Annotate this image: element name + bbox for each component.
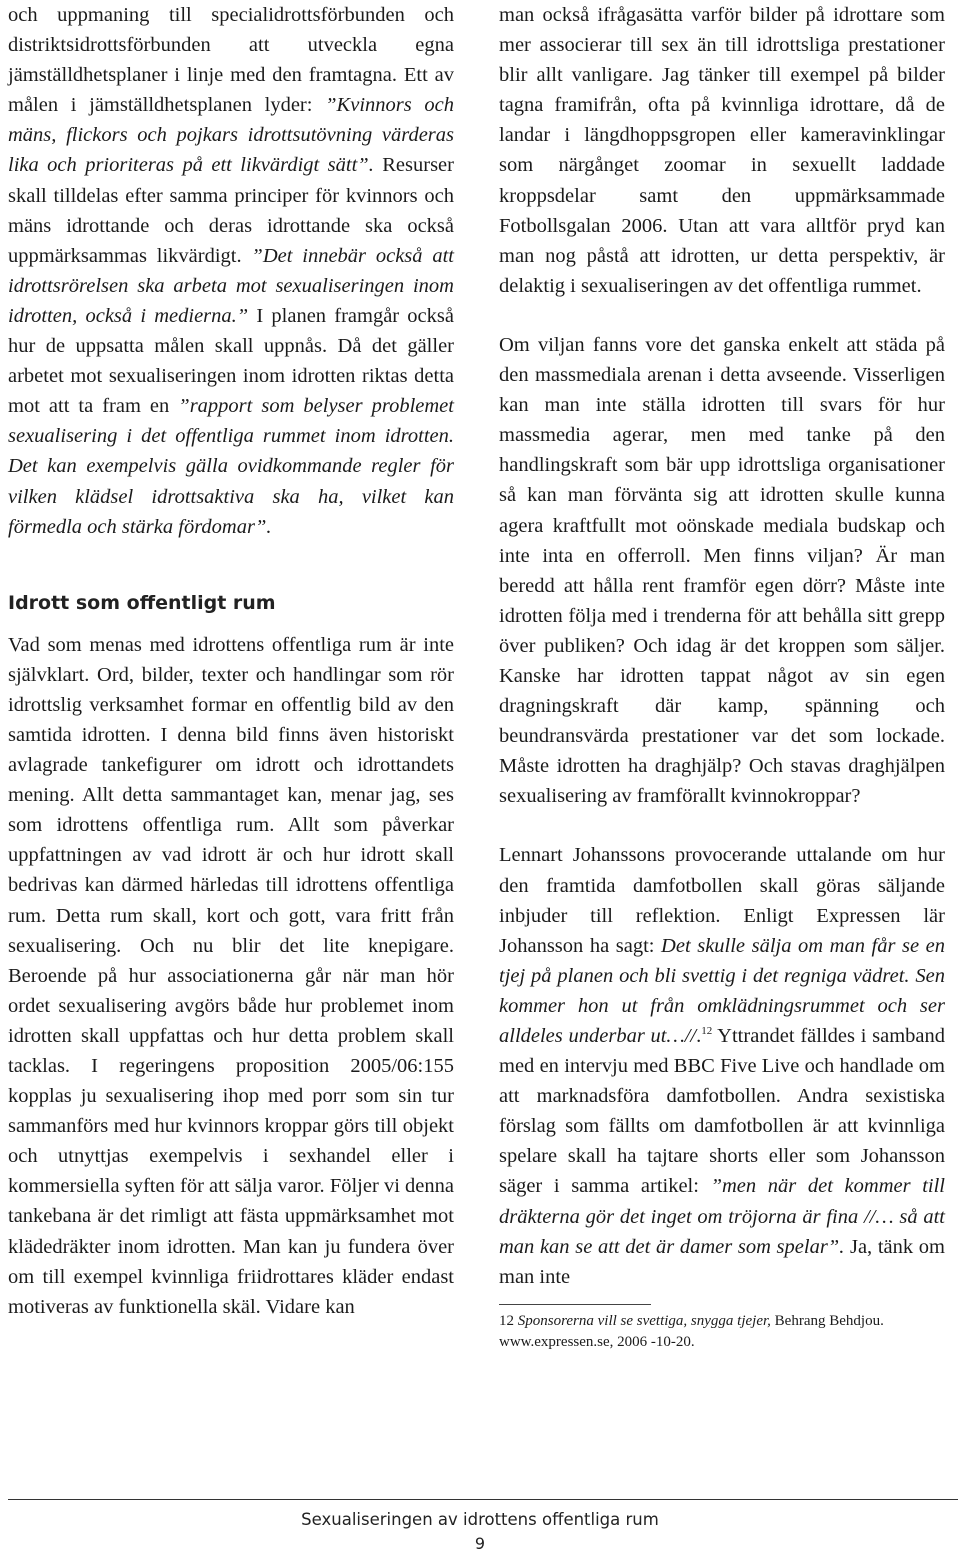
- page-number: 9: [474, 1534, 486, 1553]
- text-run: 12: [499, 1312, 518, 1329]
- italic-text: Det kan exempelvis gälla ovidkommande regler för vilken klädsel idrottsaktiva ska ha, vilket kan förmedla och stärka fördomar”.: [8, 455, 454, 538]
- footnote: [499, 1311, 945, 1353]
- footnote-ref: 12: [701, 1025, 713, 1038]
- text-run: Yttrandet fälldes i samband med en intervju med BBC Five Live och handlade om att marknadsföra damfotbollen. Andra sexistiska förslag som fällts om damfotbollen är att kvinnliga spelare skall ha tajtare shorts eller som Johansson säger i samma artikel:: [499, 1025, 945, 1198]
- section-heading: Idrott som offentligt rum: [8, 591, 276, 614]
- left-column: [8, 0, 454, 1322]
- text-run: Ja, tänk om man inte: [499, 1235, 945, 1288]
- right-column: [499, 0, 945, 1353]
- text-run: Resurser skall tilldelas efter samma principer för kvinnors och mäns idrottande och deras idrottande ska också uppmärksammas likvärdigt.: [8, 154, 454, 267]
- text-run: och uppmaning till specialidrottsförbunden och distriktsidrottsförbunden att utveckla egna jämställdhetsplaner i linje med den framtagna. Ett av målen i jämställdhetsplanen lyder:: [8, 4, 454, 117]
- text-run: .: [696, 1025, 702, 1047]
- footer-divider: [8, 1499, 958, 1500]
- right-paragraph-1: man också ifrågasätta varför bilder på idrottare som mer associerar till sex än till idrottsliga prestationer blir allt vanligare. Jag tänker till exempel på bilder tagna framifrån, ofta på kvinnliga idrottare, då de landar i längdhoppsgropen eller kameravinklingar som närgånget zoomar in sexuellt laddade kroppsdelar samt den uppmärksammade Fotbollsgalan 2006. Utan att vara alltför pryd kan man nog påstå att idrotten, ur detta perspektiv, är delaktig i sexualiseringen av det offentliga rummet.: [499, 4, 945, 297]
- left-paragraph-2: Vad som menas med idrottens offentliga rum är inte självklart. Ord, bilder, texter och handlingar som rör idrottslig verksamhet formar en offentlig bild av den samtida idrotten. I denna bild finns även historiskt avlagrade tankefigurer om idrott och idrottandets mening. Allt detta sammantaget kan, menar jag, ses som idrottens offentliga rum. Allt som påverkar uppfattningen av vad idrott är och hur idrott skall bedrivas kan därmed härledas till idrottens offentliga rum. Detta rum skall, kort och gott, vara fritt från sexualisering. Och nu blir det lite knepigare. Beroende på hur associationerna går när man hör ordet sexualisering avgörs både hur problemet inom idrotten skall uppfattas och hur detta problem skall tacklas. I regeringens proposition 2005/06:155 kopplas ju sexualisering ihop med porr som sin tur sammanförs med hur kvinnors kroppar görs till objekt och utnyttjas exempelvis i sexhandel eller i kommersiella syften för att sälja varor. Följer vi denna tankebana är det rimligt att fästa uppmärksamhet mot klädedräkter inom idrotten. Man kan ju fundera över om till exempel kvinnliga friidrottares kläder endast motiveras av funktionella skäl. Vidare kan: [8, 633, 454, 1318]
- italic-text: Det skulle sälja om man får se en tjej på planen och bli svettig i det regniga vädret. Sen kommer hon ut från omklädningsrummet och ser alldeles underbar ut…//: [499, 934, 945, 1047]
- italic-text: ”men när det kommer till dräkterna gör det inget om tröjorna är fina //… så att man kan se att det är damer som spelar”.: [499, 1175, 945, 1258]
- text-run: Lennart Johanssons provocerande uttalande om hur den framtida damfotbollen skall göras säljande inbjuder till reflektion. Enligt Expressen lär Johansson ha sagt:: [499, 844, 945, 957]
- italic-text: Sponsorerna vill se svettiga, snygga tjejer,: [517, 1312, 771, 1329]
- right-paragraph-3: [499, 840, 945, 1291]
- italic-text: ”Det innebär också att idrottsrörelsen ska arbeta mot sexualiseringen inom idrotten, också i medierna.”: [8, 244, 455, 327]
- footnote-divider: [499, 1304, 651, 1305]
- left-paragraph-1: [8, 0, 454, 542]
- text-run: Behrang Behdjou. www.expressen.se, 2006 -10-20.: [499, 1312, 884, 1350]
- text-run: I planen framgår också hur de uppsatta målen skall uppnås. Då det gäller arbetet mot sexualiseringen inom idrotten riktas detta mot att ta fram en: [8, 304, 454, 418]
- footer-title: Sexualiseringen av idrottens offentliga rum: [301, 1510, 659, 1529]
- right-paragraph-2: Om viljan fanns vore det ganska enkelt att städa på den massmediala arenan i detta avseende. Visserligen kan man inte ställa idrotten till svars för hur massmedia agerar, men med tanke på den handlingskraft som bär upp idrottsliga organisationer så kan man förvänta sig att idrotten skulle kunna agera kraftfullt mot oönskade mediala budskap och inte inta en offerroll. Men finns viljan? Är man beredd att hålla rent framför egen dörr? Måste inte idrotten följa med i trenderna för att behålla sitt grepp över publiken? Och idag är det kroppen som säljer. Kanske har idrotten tappat något av sin egen dragningskraft där kamp, spänning och beundransvärda prestationer var det som lockade. Måste idrotten ha draghjälp? Och stavas draghjälpen sexualisering av framförallt kvinnokroppar?: [499, 333, 945, 808]
- italic-text: ”Kvinnors och mäns, flickors och pojkars idrottsutövning värderas lika och prioriteras på ett likvärdigt sätt”.: [8, 94, 454, 177]
- italic-text: ”rapport som belyser problemet sexualisering i det offentliga rummet inom idrotten.: [8, 395, 454, 448]
